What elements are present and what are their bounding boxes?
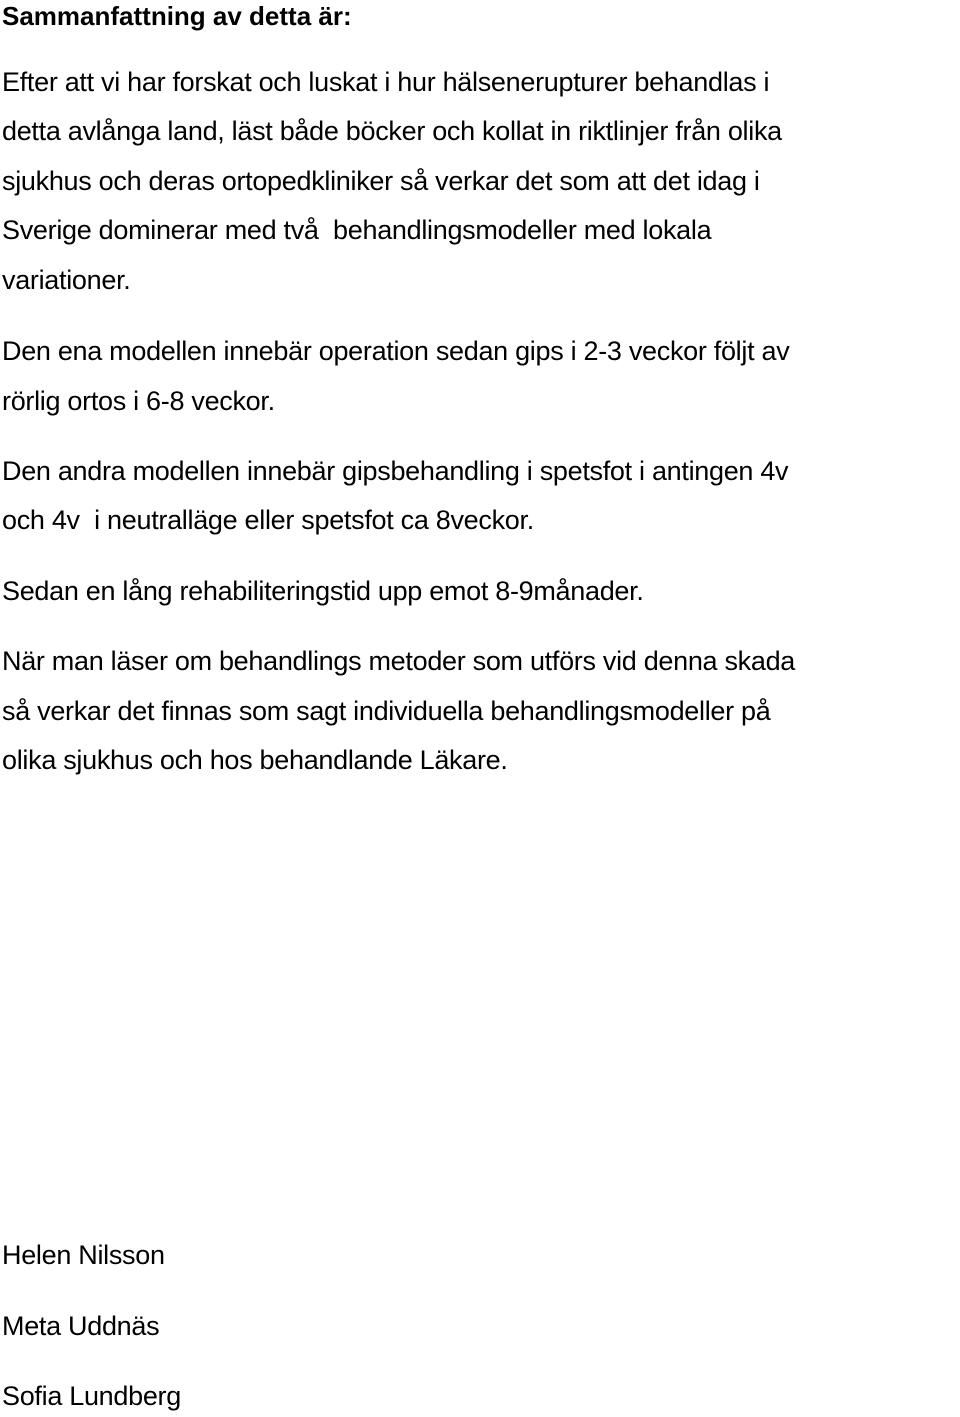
- paragraph-line: Efter att vi har forskat och luskat i hur hälsenerupturer behandlas i: [2, 67, 770, 97]
- paragraph-line: detta avlånga land, läst både böcker och kollat in riktlinjer från olika: [2, 116, 782, 146]
- paragraph-line: sjukhus och deras ortopedkliniker så verkar det som att det idag i: [2, 166, 760, 196]
- author-name: Sofia Lundberg: [2, 1381, 181, 1411]
- paragraph-line: olika sjukhus och hos behandlande Läkare.: [2, 745, 508, 775]
- document-heading: Sammanfattning av detta är:: [2, 1, 352, 31]
- author-name: Helen Nilsson: [2, 1240, 165, 1270]
- paragraph-line: variationer.: [2, 265, 131, 295]
- paragraph-line: När man läser om behandlings metoder som utförs vid denna skada: [2, 646, 796, 676]
- paragraph-line: Den andra modellen innebär gipsbehandling i spetsfot i antingen 4v: [2, 456, 789, 486]
- author-name: Meta Uddnäs: [2, 1311, 160, 1341]
- paragraph-line: Sedan en lång rehabiliteringstid upp emot 8-9månader.: [2, 576, 644, 606]
- paragraph-line: rörlig ortos i 6-8 veckor.: [2, 386, 275, 416]
- paragraph-line: så verkar det finnas som sagt individuella behandlingsmodeller på: [2, 696, 771, 726]
- paragraph-line: Den ena modellen innebär operation sedan gips i 2-3 veckor följt av: [2, 336, 790, 366]
- paragraph-line: Sverige dominerar med två behandlingsmodeller med lokala: [2, 215, 712, 245]
- paragraph-line: och 4v i neutralläge eller spetsfot ca 8veckor.: [2, 505, 534, 535]
